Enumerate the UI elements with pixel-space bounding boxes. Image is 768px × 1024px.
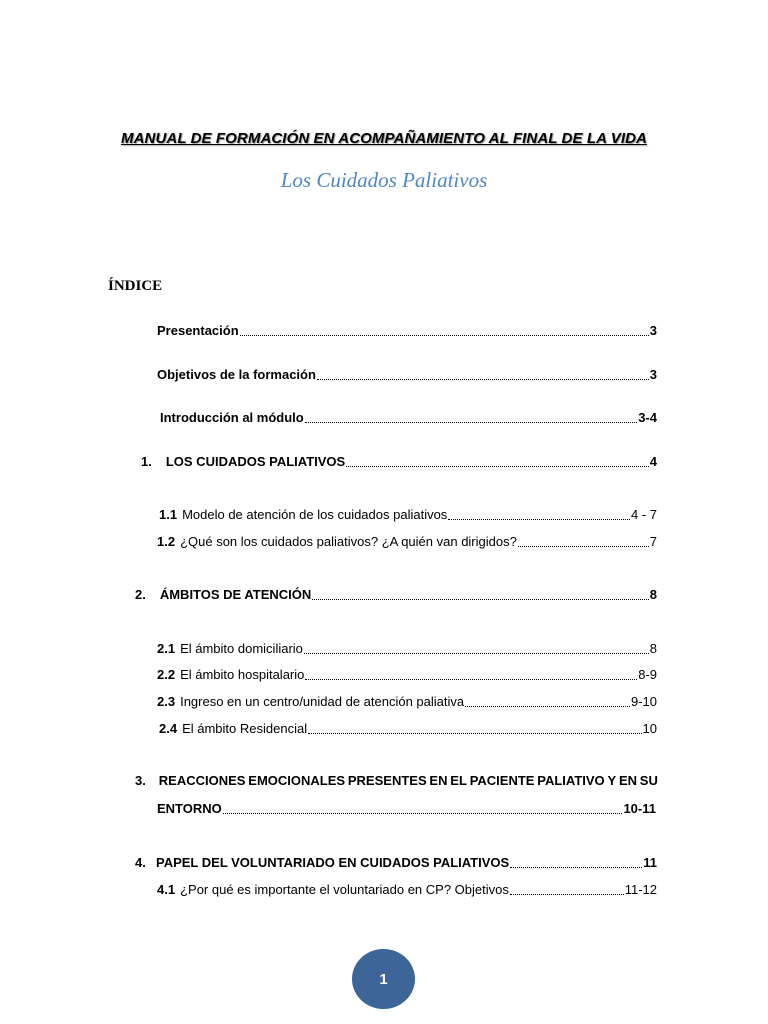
toc-label: Presentación	[157, 323, 239, 338]
toc-leader	[346, 466, 649, 467]
toc-pages: 11-12	[624, 882, 657, 897]
toc-label-word: PACIENTE	[469, 773, 535, 788]
toc-entry-section-1-2[interactable]	[157, 533, 657, 551]
toc-entry-section-1[interactable]	[141, 453, 657, 471]
index-heading: ÍNDICE	[108, 278, 163, 294]
toc-entry-section-4[interactable]	[135, 854, 657, 872]
toc-label-word: PALIATIVO	[537, 773, 605, 788]
document-subtitle: Los Cuidados Paliativos	[280, 168, 488, 192]
toc-leader	[305, 679, 637, 680]
toc-number: 1.2	[157, 534, 176, 549]
toc-number: 1.1	[159, 507, 178, 522]
toc-number: 4.	[135, 855, 146, 870]
toc-entry-section-1-1[interactable]	[159, 506, 657, 524]
toc-pages: 8-9	[638, 667, 657, 682]
toc-leader	[223, 813, 623, 814]
toc-leader	[240, 335, 649, 336]
toc-label: ÁMBITOS DE ATENCIÓN	[159, 587, 312, 602]
toc-number: 2.4	[159, 721, 178, 736]
toc-number: 1.	[141, 454, 152, 469]
toc-label: El ámbito Residencial	[182, 721, 308, 736]
toc-pages: 9-10	[630, 694, 657, 709]
toc-leader	[510, 867, 642, 868]
toc-pages: 3	[649, 323, 657, 338]
toc-pages: 4	[649, 454, 657, 469]
toc-label: ¿Por qué es importante el voluntariado en CP? Objetivos	[180, 882, 509, 897]
toc-number: 2.3	[157, 694, 176, 709]
toc-pages: 8	[649, 641, 657, 656]
toc-pages: 4 - 7	[630, 507, 657, 522]
toc-label-word: SU	[639, 773, 658, 788]
toc-entry-presentacion[interactable]	[157, 322, 657, 340]
toc-label: LOS CUIDADOS PALIATIVOS	[165, 454, 346, 469]
manual-title: MANUAL DE FORMACIÓN EN ACOMPAÑAMIENTO AL FINAL DE LA VIDA	[121, 130, 647, 147]
toc-label-word: Y	[607, 773, 617, 788]
toc-pages: 7	[649, 534, 657, 549]
toc-label: Ingreso en un centro/unidad de atención paliativa	[180, 694, 465, 709]
toc-label: Objetivos de la formación	[157, 367, 316, 382]
toc-number: 4.1	[157, 882, 176, 897]
toc-entry-introduccion[interactable]	[160, 409, 657, 427]
toc-leader	[312, 599, 648, 600]
page-number-badge: 1	[352, 949, 415, 1009]
toc-leader	[465, 706, 630, 707]
toc-entry-section-2-2[interactable]	[157, 666, 657, 684]
toc-pages: 3-4	[638, 410, 657, 425]
toc-leader	[308, 733, 641, 734]
toc-label: El ámbito hospitalario	[180, 667, 305, 682]
toc-label-word: EL	[450, 773, 467, 788]
toc-pages: 8	[649, 587, 657, 602]
toc-entry-section-2[interactable]	[135, 586, 657, 604]
toc-label: Modelo de atención de los cuidados paliativos	[182, 507, 448, 522]
toc-label-word: EN	[429, 773, 448, 788]
toc-leader	[518, 546, 649, 547]
toc-label: El ámbito domiciliario	[180, 641, 303, 656]
toc-label-word: REACCIONES	[158, 773, 246, 788]
toc-entry-section-3-line2[interactable]	[157, 800, 656, 818]
toc-entry-section-2-3[interactable]	[157, 693, 657, 711]
toc-pages: 3	[649, 367, 657, 382]
toc-leader	[304, 653, 649, 654]
toc-entry-section-2-4[interactable]	[159, 720, 657, 738]
toc-leader	[317, 379, 649, 380]
toc-pages: 10-11	[623, 801, 656, 816]
toc-label: ¿Qué son los cuidados paliativos? ¿A quién van dirigidos?	[180, 534, 517, 549]
toc-leader	[510, 894, 624, 895]
toc-label-word: EMOCIONALES	[248, 773, 346, 788]
toc-label-word: EN	[618, 773, 637, 788]
toc-label: ENTORNO	[157, 801, 222, 816]
toc-number: 2.1	[157, 641, 176, 656]
toc-entry-objetivos[interactable]	[157, 366, 657, 384]
toc-number: 2.2	[157, 667, 176, 682]
toc-label: PAPEL DEL VOLUNTARIADO EN CUIDADOS PALIATIVOS	[156, 855, 510, 870]
toc-entry-section-2-1[interactable]	[157, 640, 657, 658]
toc-label: Introducción al módulo	[160, 410, 304, 425]
toc-leader	[305, 422, 637, 423]
toc-number: 2.	[135, 587, 146, 602]
toc-number: 3.	[135, 773, 146, 788]
toc-entry-section-3-line1[interactable]	[135, 772, 658, 790]
toc-label-word: PRESENTES	[347, 773, 427, 788]
toc-leader	[448, 519, 630, 520]
toc-pages: 10	[642, 721, 657, 736]
toc-entry-section-4-1[interactable]	[157, 881, 657, 899]
toc-pages: 11	[643, 855, 657, 870]
